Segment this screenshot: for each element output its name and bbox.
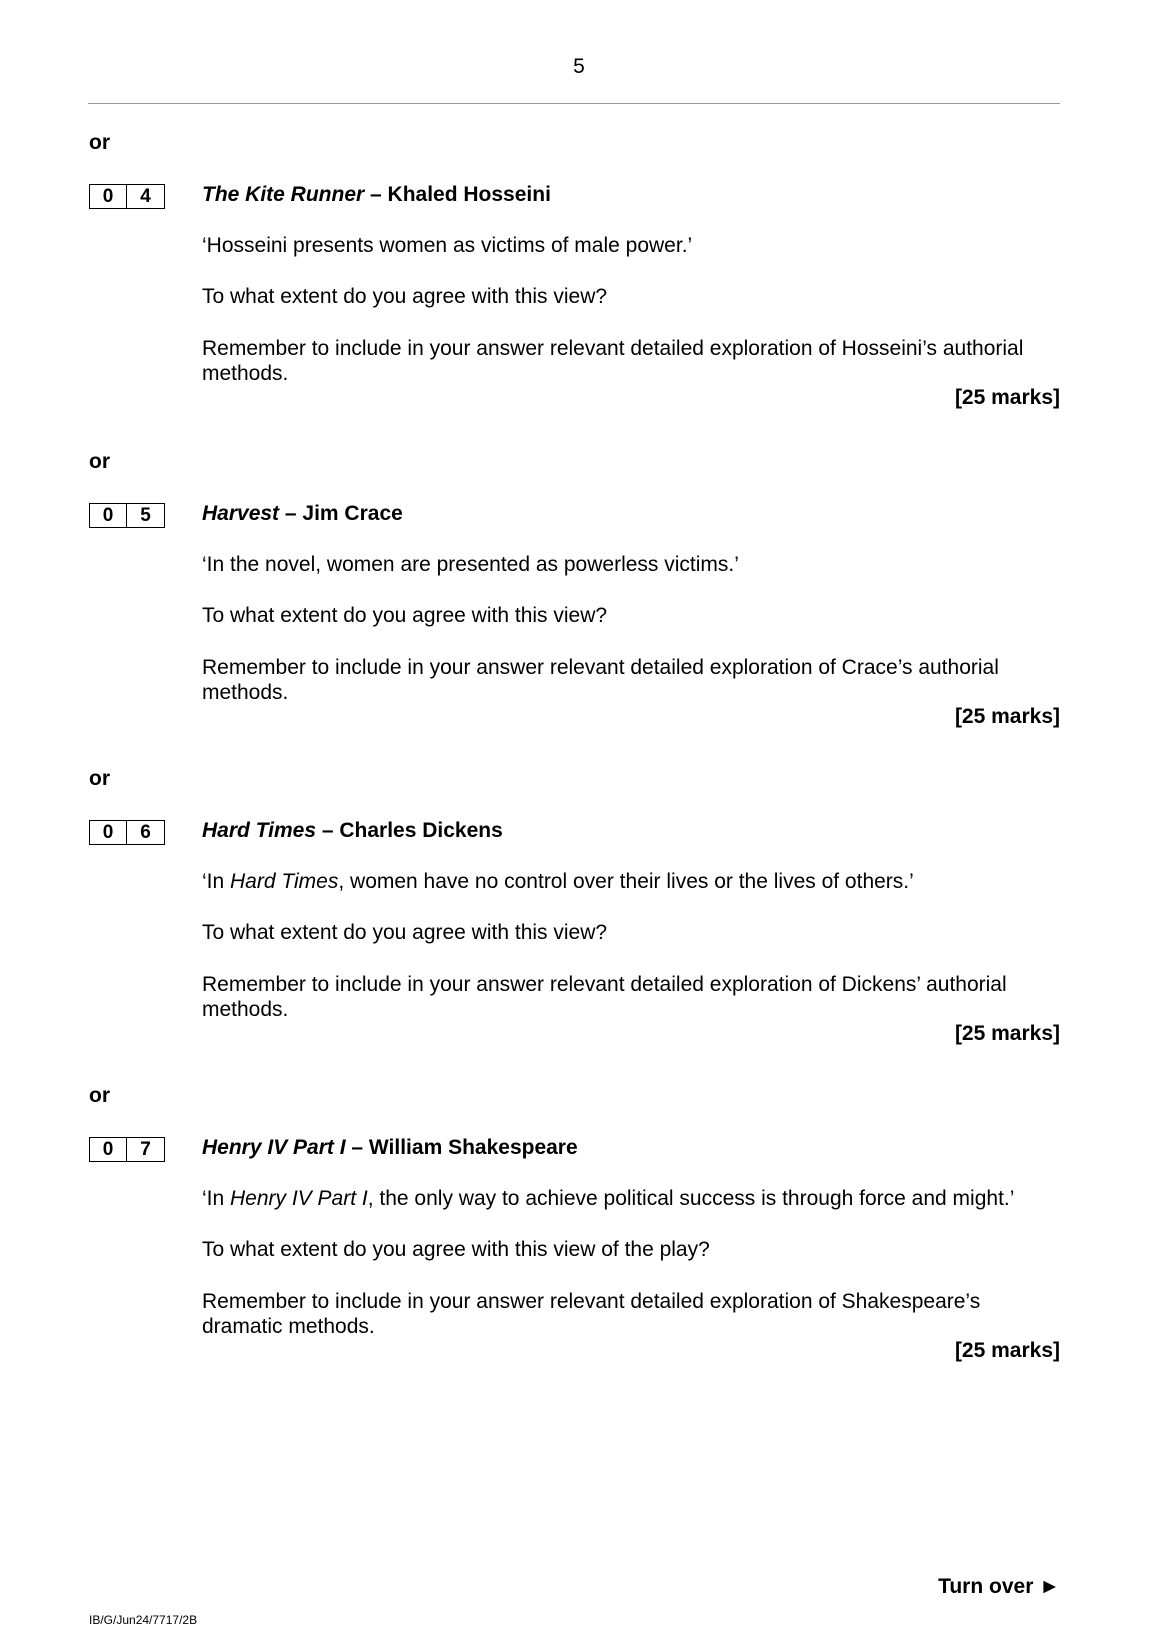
question-marks: [25 marks] [954, 705, 1060, 728]
question-quote: ‘In the novel, women are presented as powerless victims.’ [202, 553, 739, 576]
question-marks: [25 marks] [954, 1339, 1060, 1362]
turn-over-label: Turn over ► [938, 1575, 1060, 1598]
question-title [202, 183, 551, 207]
question-number-digit: 0 [89, 184, 127, 209]
question-marks: [25 marks] [954, 1022, 1060, 1045]
title-author: – Khaled Hosseini [364, 183, 551, 206]
question-number [89, 503, 165, 528]
question-number [89, 820, 165, 845]
paper-reference-code: IB/G/Jun24/7717/2B [89, 1613, 198, 1627]
question-number-digit: 4 [127, 184, 165, 209]
question-marks: [25 marks] [954, 386, 1060, 409]
title-author: – William Shakespeare [345, 1136, 578, 1159]
question-prompt: To what extent do you agree with this view? [202, 285, 608, 308]
question-instruction: Remember to include in your answer relevant detailed exploration of Hosseini’s authorial methods. [202, 337, 1024, 385]
question-prompt: To what extent do you agree with this view? [202, 604, 608, 627]
question-number-digit: 0 [89, 1137, 127, 1162]
title-author: – Charles Dickens [316, 819, 503, 842]
question-number [89, 184, 165, 209]
question-block [0, 767, 1158, 1067]
question-prompt: To what extent do you agree with this view? [202, 921, 608, 944]
question-instruction: Remember to include in your answer relevant detailed exploration of Crace’s authorial methods. [202, 656, 999, 704]
question-instruction: Remember to include in your answer relevant detailed exploration of Dickens’ authorial methods. [202, 973, 1007, 1021]
or-label: or [89, 767, 110, 790]
header-rule [88, 103, 1060, 104]
question-quote: ‘In Hard Times, women have no control over their lives or the lives of others.’ [202, 870, 914, 893]
question-block [0, 450, 1158, 750]
question-number [89, 1137, 165, 1162]
question-quote: ‘Hosseini presents women as victims of male power.’ [202, 234, 693, 257]
title-work: Henry IV Part I [202, 1136, 346, 1159]
title-author: – Jim Crace [279, 502, 403, 525]
question-title [202, 819, 503, 843]
question-quote: ‘In Henry IV Part I, the only way to achieve political success is through force and might.’ [202, 1187, 1015, 1210]
page-number: 5 [573, 55, 585, 78]
or-label: or [89, 1084, 110, 1107]
question-prompt: To what extent do you agree with this view of the play? [202, 1238, 710, 1261]
question-number-digit: 0 [89, 503, 127, 528]
question-title [202, 1136, 578, 1160]
or-label: or [89, 450, 110, 473]
question-number-digit: 6 [127, 820, 165, 845]
question-title [202, 502, 403, 526]
title-work: Harvest [202, 502, 280, 525]
title-work: Hard Times [202, 819, 316, 842]
question-instruction: Remember to include in your answer relevant detailed exploration of Shakespeare’s dramatic methods. [202, 1290, 981, 1338]
or-label: or [89, 131, 110, 154]
title-work: The Kite Runner [202, 183, 365, 206]
question-number-digit: 7 [127, 1137, 165, 1162]
question-number-digit: 5 [127, 503, 165, 528]
question-block [0, 131, 1158, 431]
question-block [0, 1084, 1158, 1384]
question-number-digit: 0 [89, 820, 127, 845]
